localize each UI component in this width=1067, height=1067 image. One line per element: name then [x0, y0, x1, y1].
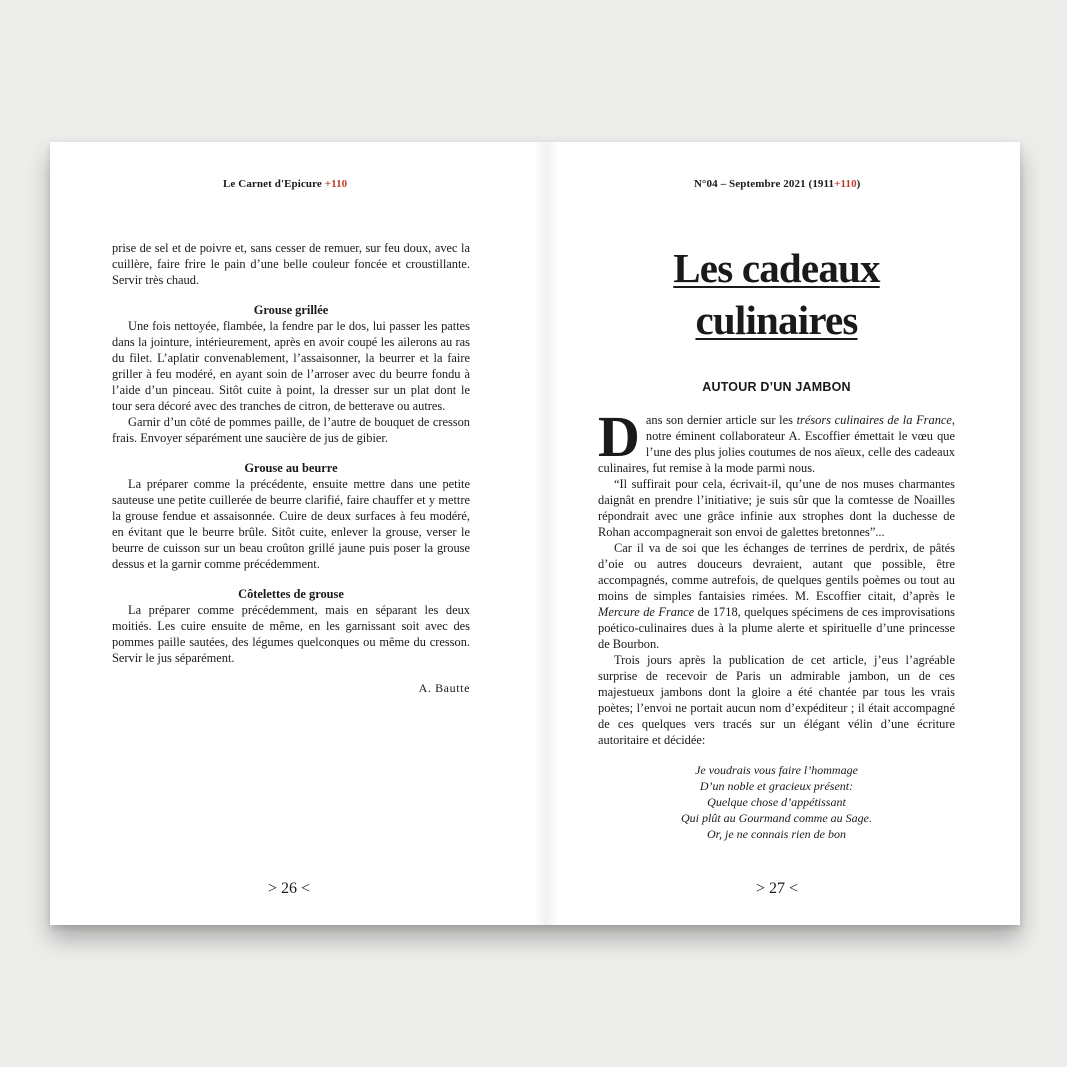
article-paragraph: “Il suffirait pour cela, écrivait-il, qu’une de nos muses charmantes daignât en prendre l’initiative; je suis sûr que la comtesse de Noailles répondrait avec une grâce infinie aux strophes dont la duchesse de Rohan accompagnerait son envoi de galettes bretonnes”... [598, 477, 955, 539]
poem-line: Qui plût au Gourmand comme au Sage. [681, 811, 872, 825]
article-text: Car il va de soi que les échanges de terrines de perdrix, de pâtés d’oie ou autres douceurs devraient, autant que possible, être accompagnés, comme autrefois, de quelques gentils poèmes ou tout au moins de simples fantaisies rimées. M. Escoffier citait, d’après le [598, 541, 955, 603]
left-running-head-title: Le Carnet d'Epicure [223, 178, 322, 190]
poem-line: Or, je ne connais rien de bon [707, 827, 846, 841]
poem-line: Je voudrais vous faire l’hommage [695, 763, 858, 777]
article-paragraph [598, 540, 955, 652]
article-title-line-1: Les cadeaux [673, 245, 880, 291]
section-paragraph: Garnir d’un côté de pommes paille, de l’autre de bouquet de cresson frais. Envoyer séparément une saucière de jus de gibier. [112, 415, 470, 445]
right-running-head [694, 178, 860, 190]
drop-cap: D [598, 404, 640, 469]
right-page-body [598, 404, 955, 842]
book-gutter [534, 142, 558, 925]
poem-line: D’un noble et gracieux présent: [699, 779, 854, 793]
left-running-head-accent: +110 [324, 178, 348, 190]
article-paragraph [598, 404, 955, 476]
right-running-head-title: N°04 – Septembre 2021 (1911 [694, 178, 835, 190]
section-heading-grouse-grillee: Grouse grillée [253, 303, 329, 317]
left-page-number: > 26 < [268, 880, 311, 897]
poem-line: Quelque chose d’appétissant [707, 795, 846, 809]
article-paragraph: Trois jours après la publication de cet article, j’eus l’agréable surprise de recevoir de Paris un admirable jambon, un de ces majestueux jambons dont la gloire a été chantée par tous les vrais poètes; l’envoi ne portait aucun nom d’expéditeur ; il était accompagné de ces quelques vers tracés sur un élégant vélin d’une écriture autoritaire et décidée: [598, 653, 955, 747]
section-paragraph: La préparer comme la précédente, ensuite mettre dans une petite sauteuse une petite cuillerée de beurre clarifié, faire chauffer et y mettre la grouse fendue et assaisonnée. Cuire de deux surfaces à feu modéré, en évitant que le beurre brûle. Sitôt cuite, enlever la grouse, verser le beurre de cuisson sur un beau croûton grillé jaune puis poser la grouse dessus et la garnir comme précédemment. [112, 477, 470, 571]
left-page-body [112, 240, 470, 696]
article-emphasis: Mercure de France [598, 605, 695, 619]
article-subhead: AUTOUR D’UN JAMBON [702, 380, 851, 394]
section-heading-cotelettes: Côtelettes de grouse [238, 587, 344, 601]
left-running-head [223, 178, 347, 190]
right-running-head-accent: +110 [834, 178, 857, 190]
poem [598, 762, 955, 842]
opening-paragraph: prise de sel et de poivre et, sans cesser de remuer, sur feu doux, avec la cuillère, faire frire le pain d’une belle couleur foncée et croustillante. Servir très chaud. [112, 241, 470, 287]
section-paragraph: Une fois nettoyée, flambée, la fendre par le dos, lui passer les pattes dans la jointure, intérieurement, après en avoir coupé les ailerons au ras du filet. L’aplatir convenablement, l’assaisonner, la beurrer et la faire griller à feu modéré, en ayant soin de l’arroser avec du beurre fondu à l’aide d’un pinceau. Sitôt cuite à point, la dresser sur un plat dont le tour sera décoré avec des tranches de citron, de betterave ou autres. [112, 319, 470, 413]
section-paragraph: La préparer comme précédemment, mais en séparant les deux moitiés. Les cuire ensuite de même, en les garnissant soit avec des pommes paille sautées, des légumes quelconques ou même du cresson. Servir le jus séparément. [112, 603, 470, 665]
right-running-head-close: ) [856, 178, 861, 190]
article-title-line-2: culinaires [695, 297, 858, 343]
book-spread [50, 142, 1020, 925]
right-page-number: > 27 < [756, 880, 799, 897]
article-emphasis: trésors culinaires de la France [796, 413, 952, 427]
article-text: , notre éminent collaborateur A. Escoffier émettait le vœu que l’une des plus jolies coutumes de nos aïeux, celle des cadeaux culinaires, fut remise à la mode parmi nous. [598, 413, 955, 475]
section-heading-grouse-au-beurre: Grouse au beurre [244, 461, 338, 475]
article-title [598, 242, 955, 346]
article-text: ans son dernier article sur les [645, 413, 797, 427]
author-signature: A. Bautte [418, 681, 470, 695]
article-text: de 1718, quelques spécimens de ces improvisations poético-culinaires dues à la plume alerte et spirituelle d’une princesse de Bourbon. [598, 605, 955, 651]
